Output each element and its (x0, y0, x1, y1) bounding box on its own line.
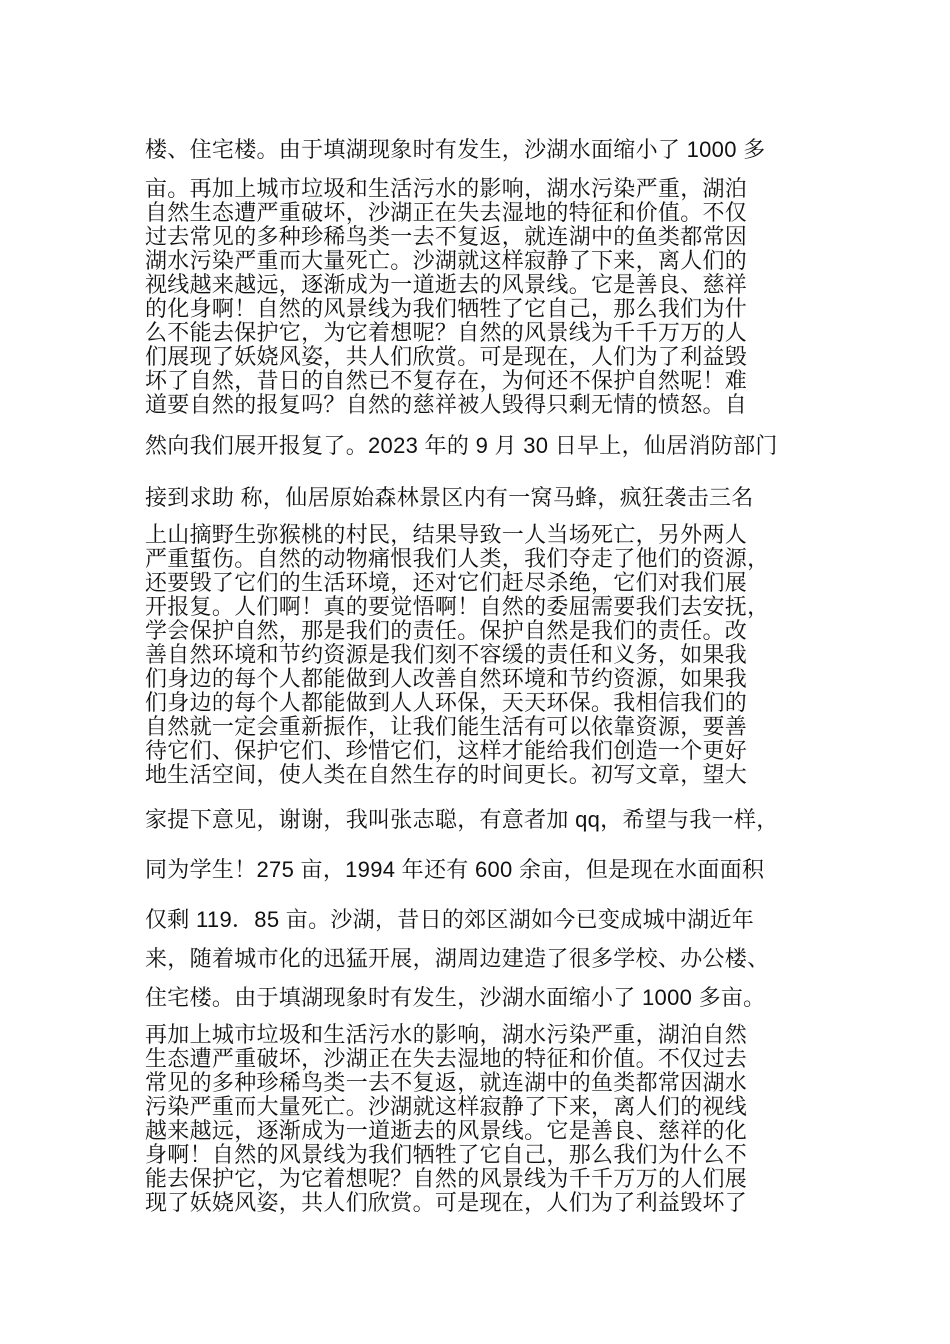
text-line: 同为学生！275 亩，1994 年还有 600 余亩，但是现在水面面积 (145, 857, 765, 882)
text-line: 接到求助 称，仙居原始森林景区内有一窝马蜂，疯狂袭击三名 (145, 485, 754, 510)
text-line: 越来越远，逐渐成为一道逝去的风景线。它是善良、慈祥的化 (145, 1119, 748, 1144)
text-line: 楼、住宅楼。由于填湖现象时有发生，沙湖水面缩小了 1000 多 (145, 137, 766, 162)
text-line: 待它们、保护它们、珍惜它们，这样才能给我们创造一个更好 (145, 739, 748, 764)
text-line: 善自然环境和节约资源是我们刻不容缓的责任和义务，如果我 (145, 643, 748, 668)
text-line: 严重蜇伤。自然的动物痛恨我们人类，我们夺走了他们的资源， (145, 547, 770, 572)
text-line: 视线越来越远，逐渐成为一道逝去的风景线。它是善良、慈祥 (145, 273, 748, 298)
text-line: 亩。再加上城市垃圾和生活污水的影响，湖水污染严重，湖泊 (145, 177, 748, 202)
text-line: 还要毁了它们的生活环境，还对它们赶尽杀绝，它们对我们展 (145, 571, 748, 596)
text-line: 湖水污染严重而大量死亡。沙湖就这样寂静了下来，离人们的 (145, 249, 748, 274)
text-line: 生态遭严重破坏，沙湖正在失去湿地的特征和价值。不仅过去 (145, 1047, 748, 1072)
text-line: 学会保护自然，那是我们的责任。保护自然是我们的责任。改 (145, 619, 748, 644)
text-line: 身啊！自然的风景线为我们牺牲了它自己，那么我们为什么不 (145, 1143, 748, 1168)
text-line: 坏了自然，昔日的自然已不复存在，为何还不保护自然呢！难 (145, 369, 748, 394)
text-line: 能去保护它，为它着想呢？自然的风景线为千千万万的人们展 (145, 1167, 748, 1192)
text-line: 常见的多种珍稀鸟类一去不复返，就连湖中的鱼类都常因湖水 (145, 1071, 748, 1096)
text-line: 过去常见的多种珍稀鸟类一去不复返，就连湖中的鱼类都常因 (145, 225, 748, 250)
text-line: 自然生态遭严重破坏，沙湖正在失去湿地的特征和价值。不仅 (145, 201, 748, 226)
text-line: 来，随着城市化的迅猛开展，湖周边建造了很多学校、办公楼、 (145, 946, 770, 971)
text-line: 们展现了妖娆风姿，共人们欣赏。可是现在，人们为了利益毁 (145, 345, 748, 370)
text-line: 道要自然的报复吗？自然的慈祥被人毁得只剩无情的愤怒。自 (145, 393, 748, 418)
text-line: 们身边的每个人都能做到人改善自然环境和节约资源，如果我 (145, 667, 748, 692)
text-line: 再加上城市垃圾和生活污水的影响，湖水污染严重，湖泊自然 (145, 1023, 748, 1048)
text-line: 家提下意见，谢谢，我叫张志聪，有意者加 qq，希望与我一样， (145, 807, 779, 832)
text-line: 地生活空间，使人类在自然生存的时间更长。初写文章，望大 (145, 763, 748, 788)
text-line: 仅剩 119．85 亩。沙湖，昔日的郊区湖如今已变成城中湖近年 (145, 907, 755, 932)
text-line: 上山摘野生弥猴桃的村民，结果导致一人当场死亡，另外两人 (145, 523, 748, 548)
text-line: 现了妖娆风姿，共人们欣赏。可是现在，人们为了利益毁坏了 (145, 1191, 748, 1216)
text-line: 么不能去保护它，为它着想呢？自然的风景线为千千万万的人 (145, 321, 748, 346)
text-line: 开报复。人们啊！真的要觉悟啊！自然的委屈需要我们去安抚， (145, 595, 770, 620)
text-line: 的化身啊！自然的风景线为我们牺牲了它自己，那么我们为什 (145, 297, 748, 322)
text-line: 污染严重而大量死亡。沙湖就这样寂静了下来，离人们的视线 (145, 1095, 748, 1120)
text-line: 们身边的每个人都能做到人人环保，天天环保。我相信我们的 (145, 691, 748, 716)
text-line: 自然就一定会重新振作，让我们能生活有可以依靠资源，要善 (145, 715, 748, 740)
text-line: 住宅楼。由于填湖现象时有发生，沙湖水面缩小了 1000 多亩。 (145, 985, 766, 1010)
text-line: 然向我们展开报复了。2023 年的 9 月 30 日早上，仙居消防部门 (145, 433, 778, 458)
